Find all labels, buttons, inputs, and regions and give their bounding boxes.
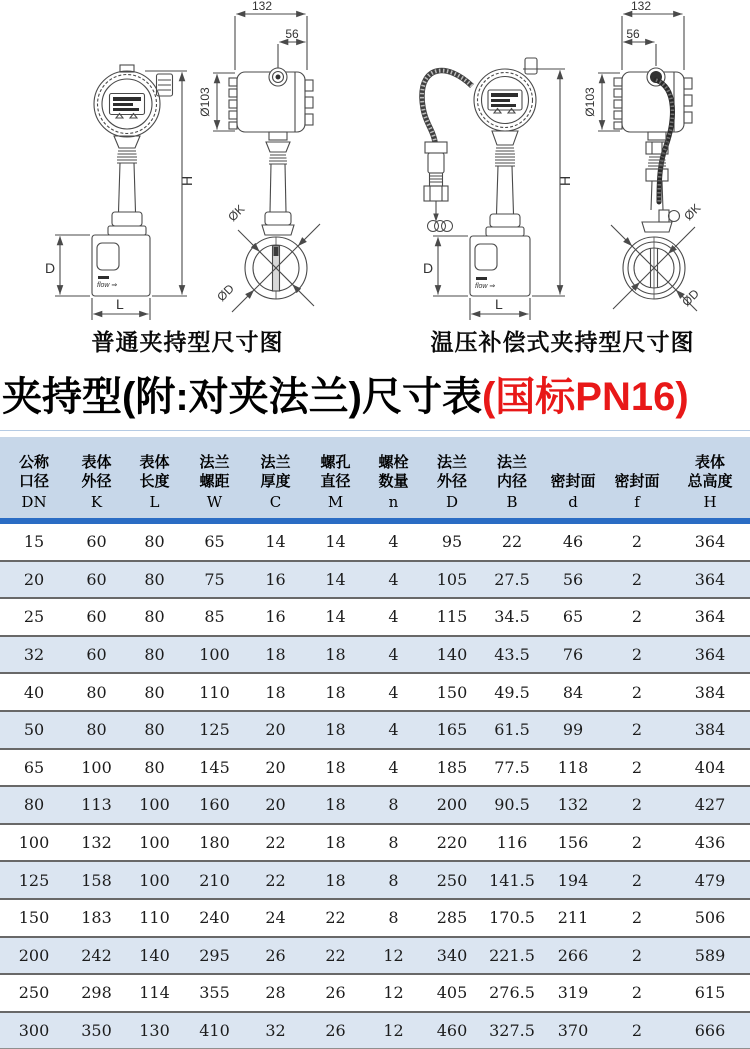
table-cell: 80: [125, 636, 184, 674]
ordinary-clamp-caption: 普通夹持型尺寸图: [91, 329, 284, 355]
table-cell: 27.5: [482, 561, 542, 599]
table-cell: 666: [670, 1012, 750, 1049]
table-cell: 60: [68, 561, 125, 599]
pressure-fitting: [424, 142, 453, 232]
col-header-d: 密封面 d: [542, 437, 604, 521]
ordinary-clamp-diagram: [0, 0, 375, 362]
table-row-dn-50: [0, 711, 750, 749]
table-cell: 170.5: [482, 899, 542, 937]
col-header-C: 法兰 厚度 C: [245, 437, 306, 521]
table-cell: 115: [422, 598, 482, 636]
table-cell: 80: [125, 561, 184, 599]
table-cell: 319: [542, 974, 604, 1012]
page-title: [2, 368, 750, 426]
table-cell: 8: [365, 824, 422, 862]
table-cell: 4: [365, 521, 422, 561]
table-cell: 384: [670, 711, 750, 749]
table-cell: 427: [670, 786, 750, 824]
table-cell: 18: [306, 786, 365, 824]
table-cell: 24: [245, 899, 306, 937]
table-cell: 18: [245, 636, 306, 674]
table-cell: 295: [184, 937, 245, 975]
table-cell: 2: [604, 749, 670, 787]
table-cell: 50: [0, 711, 68, 749]
col-header-B: 法兰 内径 B: [482, 437, 542, 521]
col-header-H: 表体 总高度 H: [670, 437, 750, 521]
table-cell: 12: [365, 1012, 422, 1049]
table-row-dn-32: [0, 636, 750, 674]
table-cell: 8: [365, 899, 422, 937]
table-cell: 2: [604, 636, 670, 674]
dim-flange-od-label: ØD: [214, 281, 237, 305]
table-cell: 2: [604, 673, 670, 711]
table-cell: 34.5: [482, 598, 542, 636]
table-cell: 479: [670, 861, 750, 899]
table-cell: 32: [245, 1012, 306, 1049]
table-cell: 80: [68, 711, 125, 749]
compensated-clamp-drawing: [375, 0, 750, 325]
table-cell: 95: [422, 521, 482, 561]
col-header-L: 表体 长度 L: [125, 437, 184, 521]
table-cell: 8: [365, 786, 422, 824]
table-cell: 2: [604, 899, 670, 937]
table-cell: 300: [0, 1012, 68, 1049]
dim-body-height-label: D: [45, 260, 56, 276]
table-cell: 436: [670, 824, 750, 862]
table-row-dn-200: [0, 937, 750, 975]
table-cell: 80: [125, 749, 184, 787]
table-cell: 22: [245, 824, 306, 862]
table-row-dn-65: [0, 749, 750, 787]
col-header-f: 密封面 f: [604, 437, 670, 521]
table-cell: 26: [306, 1012, 365, 1049]
table-cell: 285: [422, 899, 482, 937]
dim-head-diameter-label: Ø103: [198, 87, 212, 117]
dim-overall-width-label: 132: [630, 0, 652, 13]
table-cell: 220: [422, 824, 482, 862]
dim-body-length-label: L: [116, 296, 124, 312]
table-cell: 183: [68, 899, 125, 937]
table-cell: 16: [245, 561, 306, 599]
col-header-D: 法兰 外径 D: [422, 437, 482, 521]
table-cell: 12: [365, 974, 422, 1012]
table-cell: 589: [670, 937, 750, 975]
table-cell: 22: [245, 861, 306, 899]
table-cell: 221.5: [482, 937, 542, 975]
table-cell: 160: [184, 786, 245, 824]
table-cell: 22: [482, 521, 542, 561]
table-cell: 84: [542, 673, 604, 711]
table-cell: 276.5: [482, 974, 542, 1012]
table-cell: 110: [125, 899, 184, 937]
table-cell: 180: [184, 824, 245, 862]
table-body: [0, 521, 750, 1049]
table-cell: 18: [306, 749, 365, 787]
table-cell: 100: [68, 749, 125, 787]
table-cell: 4: [365, 561, 422, 599]
table-cell: 2: [604, 824, 670, 862]
table-cell: 26: [306, 974, 365, 1012]
dim-body-length-label: L: [495, 296, 503, 312]
table-row-dn-80: [0, 786, 750, 824]
table-cell: 327.5: [482, 1012, 542, 1049]
dim-bolt-circle-label: ØK: [225, 201, 248, 225]
table-cell: 2: [604, 786, 670, 824]
table-cell: 25: [0, 598, 68, 636]
table-cell: 85: [184, 598, 245, 636]
table-cell: 65: [184, 521, 245, 561]
table-cell: 80: [68, 673, 125, 711]
table-cell: 266: [542, 937, 604, 975]
table-cell: 8: [365, 861, 422, 899]
table-cell: 2: [604, 937, 670, 975]
table-cell: 18: [306, 711, 365, 749]
table-cell: 242: [68, 937, 125, 975]
table-cell: 105: [422, 561, 482, 599]
table-cell: 80: [125, 711, 184, 749]
table-cell: 60: [68, 521, 125, 561]
table-cell: 364: [670, 598, 750, 636]
flow-direction-label: flow ⇒: [97, 282, 118, 289]
table-row-dn-20: [0, 561, 750, 599]
table-cell: 65: [542, 598, 604, 636]
table-cell: 26: [245, 937, 306, 975]
table-cell: 20: [0, 561, 68, 599]
dimension-diagrams: [0, 0, 750, 362]
table-cell: 20: [245, 711, 306, 749]
dim-body-height-label: D: [423, 260, 434, 276]
dimension-table: [0, 437, 750, 1049]
table-cell: 14: [245, 521, 306, 561]
table-cell: 18: [306, 636, 365, 674]
table-cell: 99: [542, 711, 604, 749]
table-cell: 132: [542, 786, 604, 824]
table-row-dn-15: [0, 521, 750, 561]
table-cell: 211: [542, 899, 604, 937]
table-cell: 32: [0, 636, 68, 674]
table-cell: 150: [422, 673, 482, 711]
table-cell: 384: [670, 673, 750, 711]
table-cell: 20: [245, 786, 306, 824]
compensated-clamp-caption: 温压补偿式夹持型尺寸图: [430, 329, 695, 355]
table-cell: 60: [68, 636, 125, 674]
table-cell: 364: [670, 636, 750, 674]
table-cell: 364: [670, 521, 750, 561]
table-cell: 75: [184, 561, 245, 599]
table-cell: 90.5: [482, 786, 542, 824]
col-header-n: 螺栓 数量 n: [365, 437, 422, 521]
table-cell: 100: [125, 824, 184, 862]
table-cell: 340: [422, 937, 482, 975]
table-cell: 22: [306, 937, 365, 975]
table-row-dn-250: [0, 974, 750, 1012]
table-row-dn-150: [0, 899, 750, 937]
table-cell: 194: [542, 861, 604, 899]
table-cell: 506: [670, 899, 750, 937]
col-header-W: 法兰 螺距 W: [184, 437, 245, 521]
compensated-clamp-diagram: [375, 0, 750, 362]
table-cell: 125: [0, 861, 68, 899]
top-connector: [525, 58, 537, 74]
table-cell: 56: [542, 561, 604, 599]
table-row-dn-300: [0, 1012, 750, 1049]
page-title-highlight: (国标PN16): [481, 375, 689, 419]
table-cell: 125: [184, 711, 245, 749]
table-cell: 80: [125, 598, 184, 636]
col-header-DN: 公称 口径 DN: [0, 437, 68, 521]
cooling-fins: [229, 78, 237, 129]
table-cell: 80: [125, 521, 184, 561]
table-cell: 80: [125, 673, 184, 711]
table-cell: 110: [184, 673, 245, 711]
table-cell: 2: [604, 861, 670, 899]
table-cell: 22: [306, 899, 365, 937]
page-title-main: 夹持型(附:对夹法兰)尺寸表: [2, 375, 482, 419]
table-row-dn-40: [0, 673, 750, 711]
table-cell: 370: [542, 1012, 604, 1049]
table-cell: 100: [0, 824, 68, 862]
col-header-M: 螺孔 直径 M: [306, 437, 365, 521]
table-cell: 116: [482, 824, 542, 862]
table-cell: 250: [422, 861, 482, 899]
table-cell: 185: [422, 749, 482, 787]
table-row-dn-125: [0, 861, 750, 899]
table-cell: 410: [184, 1012, 245, 1049]
table-cell: 158: [68, 861, 125, 899]
table-cell: 2: [604, 1012, 670, 1049]
table-cell: 100: [125, 861, 184, 899]
table-cell: 14: [306, 598, 365, 636]
table-cell: 12: [365, 937, 422, 975]
table-cell: 43.5: [482, 636, 542, 674]
table-cell: 145: [184, 749, 245, 787]
table-cell: 140: [125, 937, 184, 975]
table-cell: 80: [0, 786, 68, 824]
table-cell: 14: [306, 521, 365, 561]
table-cell: 132: [68, 824, 125, 862]
table-cell: 156: [542, 824, 604, 862]
table-cell: 4: [365, 711, 422, 749]
ordinary-clamp-drawing: [0, 0, 375, 325]
table-cell: 18: [306, 824, 365, 862]
table-cell: 46: [542, 521, 604, 561]
table-cell: 100: [125, 786, 184, 824]
table-cell: 2: [604, 521, 670, 561]
table-cell: 355: [184, 974, 245, 1012]
table-cell: 20: [245, 749, 306, 787]
dim-total-height-label: H: [179, 175, 195, 186]
col-header-K: 表体 外径 K: [68, 437, 125, 521]
table-cell: 100: [184, 636, 245, 674]
table-cell: 240: [184, 899, 245, 937]
mounting-ring: [669, 211, 680, 222]
table-cell: 364: [670, 561, 750, 599]
dim-head-diameter-label: Ø103: [583, 87, 597, 117]
table-cell: 141.5: [482, 861, 542, 899]
table-cell: 40: [0, 673, 68, 711]
table-cell: 165: [422, 711, 482, 749]
flow-direction-label: flow ⇒: [475, 283, 496, 290]
table-cell: 250: [0, 974, 68, 1012]
table-cell: 16: [245, 598, 306, 636]
table-cell: 76: [542, 636, 604, 674]
table-cell: 460: [422, 1012, 482, 1049]
table-cell: 210: [184, 861, 245, 899]
table-cell: 113: [68, 786, 125, 824]
table-cell: 28: [245, 974, 306, 1012]
table-cell: 61.5: [482, 711, 542, 749]
dim-flange-od-label: ØD: [679, 286, 702, 310]
table-cell: 4: [365, 749, 422, 787]
table-cell: 140: [422, 636, 482, 674]
table-cell: 615: [670, 974, 750, 1012]
table-cell: 404: [670, 749, 750, 787]
table-top-rule: [0, 430, 750, 431]
table-cell: 4: [365, 673, 422, 711]
cooling-fins: [614, 78, 622, 129]
table-cell: 114: [125, 974, 184, 1012]
table-cell: 77.5: [482, 749, 542, 787]
table-cell: 4: [365, 636, 422, 674]
header-row: [0, 437, 750, 521]
table-cell: 130: [125, 1012, 184, 1049]
table-cell: 49.5: [482, 673, 542, 711]
dim-cover-width-label: 56: [626, 27, 640, 41]
table-cell: 60: [68, 598, 125, 636]
table-cell: 4: [365, 598, 422, 636]
table-row-dn-25: [0, 598, 750, 636]
dim-bolt-circle-label: ØK: [681, 200, 704, 224]
table-cell: 2: [604, 974, 670, 1012]
table-cell: 2: [604, 711, 670, 749]
table-cell: 118: [542, 749, 604, 787]
table-cell: 18: [306, 861, 365, 899]
table-cell: 18: [245, 673, 306, 711]
dim-overall-width-label: 132: [251, 0, 273, 13]
table-cell: 298: [68, 974, 125, 1012]
table-cell: 200: [422, 786, 482, 824]
table-cell: 65: [0, 749, 68, 787]
table-cell: 150: [0, 899, 68, 937]
dim-total-height-label: H: [557, 175, 573, 186]
table-cell: 405: [422, 974, 482, 1012]
table-cell: 18: [306, 673, 365, 711]
table-cell: 350: [68, 1012, 125, 1049]
dimension-table-wrap: [0, 437, 750, 1049]
table-cell: 15: [0, 521, 68, 561]
table-cell: 2: [604, 561, 670, 599]
table-cell: 14: [306, 561, 365, 599]
table-cell: 200: [0, 937, 68, 975]
dim-cover-width-label: 56: [285, 27, 299, 41]
table-cell: 2: [604, 598, 670, 636]
table-row-dn-100: [0, 824, 750, 862]
